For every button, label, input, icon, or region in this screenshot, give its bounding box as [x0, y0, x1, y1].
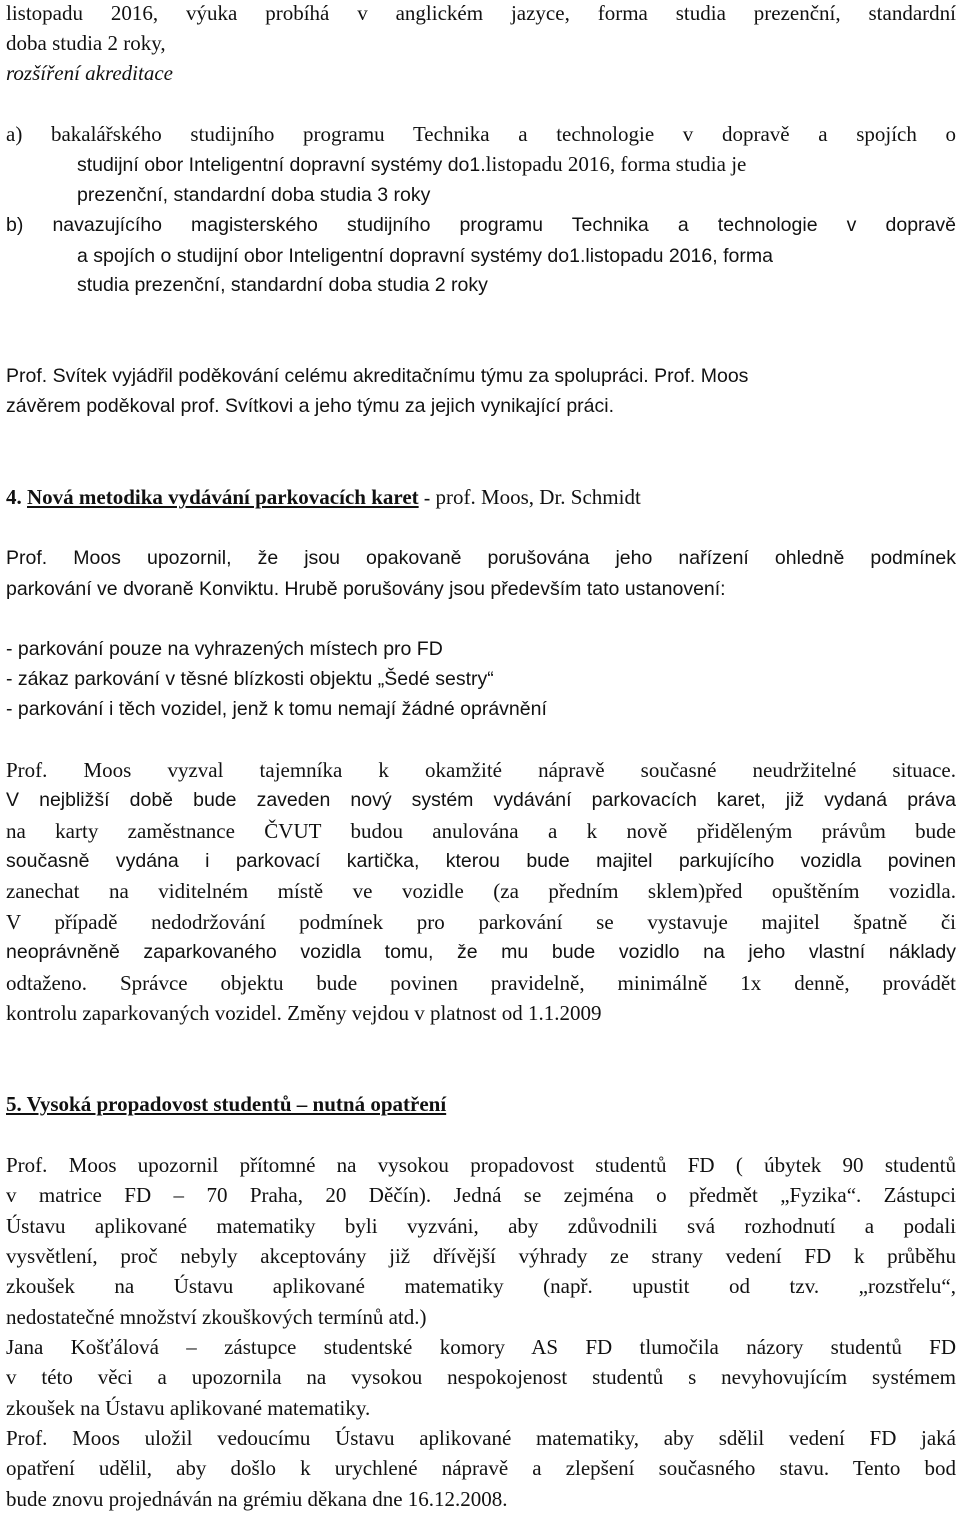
- paragraph-line: zkoušek na Ústavu aplikované matematiky (např. upustit od tzv. „rozstřelu“,: [6, 1274, 956, 1298]
- paragraph-line: v této věci a upozornila na vysokou nespokojenost studentů s nevyhovujícím systémem: [6, 1365, 956, 1389]
- paragraph-line: [6, 575, 726, 603]
- paragraph-line: V nejbližší době bude zaveden nový systém vydávání parkovacích karet, již vydaná práva: [6, 789, 956, 811]
- paragraph-line: odtaženo. Správce objektu bude povinen pravidelně, minimálně 1x denně, provádět: [6, 971, 956, 995]
- heading-dash: -: [423, 488, 431, 509]
- text-span: 1.listopadu 2016, forma: [569, 245, 773, 267]
- paragraph-line: opatření udělil, aby došlo k urychlené nápravě a zlepšení současného stavu. Tento bod: [6, 1456, 956, 1480]
- paragraph-line: bude znovu projednáván na grémiu děkana dne 16.12.2008.: [6, 1487, 508, 1511]
- paragraph-line: Prof. Svítek vyjádřil poděkování celému akreditačnímu týmu za spolupráci. Prof. Moos: [6, 365, 749, 387]
- list-item-b: b) navazujícího magisterského studijního programu Technika a technologie v dopravě: [6, 214, 956, 236]
- list-item-a-line: prezenční, standardní doba studia 3 roky: [77, 184, 431, 206]
- paragraph-line: zanechat na viditelném místě ve vozidle (za předním sklem)před opuštěním vozidla.: [6, 879, 956, 903]
- paragraph-line: neoprávněně zaparkovaného vozidla tomu, že mu bude vozidlo na jeho vlastní náklady: [6, 941, 956, 963]
- paragraph-line: nedostatečné množství zkouškových termínů atd.): [6, 1305, 427, 1329]
- text-span: a spojích o studijní obor Inteligentní dopravní systémy do: [77, 245, 570, 267]
- list-item-a: a) bakalářského studijního programu Technika a technologie v dopravě a spojích o: [6, 122, 956, 146]
- heading-authors: prof. Moos, Dr. Schmidt: [435, 485, 641, 509]
- paragraph-line: V případě nedodržování podmínek pro parkování se vystavuje majitel špatně či: [6, 910, 956, 934]
- heading-title: Nová metodika vydávání parkovacích karet: [27, 485, 419, 509]
- list-item-a-line: [77, 151, 746, 179]
- paragraph-line: vysvětlení, proč nebyly akceptovány již dřívější výhrady ze strany vedení FD k průběhu: [6, 1244, 956, 1268]
- section-heading-5: 5. Vysoká propadovost studentů – nutná opatření: [6, 1092, 447, 1116]
- text-span: studijní obor Inteligentní dopravní systémy do1.: [77, 154, 486, 176]
- text-span: Hrubě porušovány jsou především tato ustanovení:: [284, 578, 726, 600]
- bullet-line: - zákaz parkování v těsné blízkosti objektu „Šedé sestry“: [6, 668, 494, 690]
- paragraph-line: Prof. Moos upozornil, že jsou opakovaně porušována jeho nařízení ohledně podmínek: [6, 547, 956, 569]
- section-heading-4: [6, 484, 641, 512]
- paragraph-line: Prof. Moos uložil vedoucímu Ústavu aplikované matematiky, aby sdělil vedení FD jaká: [6, 1426, 956, 1450]
- heading-number: 4.: [6, 485, 22, 509]
- bullet-line: - parkování i těch vozidel, jenž k tomu nemají žádné oprávnění: [6, 698, 547, 720]
- text-span: parkování ve dvoraně Konviktu.: [6, 578, 280, 600]
- paragraph-line: na karty zaměstnance ČVUT budou anulována a k nově přiděleným právům bude: [6, 819, 956, 843]
- paragraph-line: listopadu 2016, výuka probíhá v anglickém jazyce, forma studia prezenční, standardní: [6, 1, 956, 25]
- paragraph-line: současně vydána i parkovací kartička, kterou bude majitel parkujícího vozidla povinen: [6, 850, 956, 872]
- paragraph-line: kontrolu zaparkovaných vozidel. Změny vejdou v platnost od 1.1.2009: [6, 1001, 602, 1025]
- paragraph-line: závěrem poděkoval prof. Svítkovi a jeho týmu za jejich vynikající práci.: [6, 395, 615, 417]
- paragraph-line: v matrice FD – 70 Praha, 20 Děčín). Jedná se zejména o předmět „Fyzika“. Zástupci: [6, 1183, 956, 1207]
- list-item-b-line: studia prezenční, standardní doba studia 2 roky: [77, 274, 488, 296]
- paragraph-line: Jana Košťálová – zástupce studentské komory AS FD tlumočila názory studentů FD: [6, 1335, 956, 1359]
- section-subtitle: rozšíření akreditace: [6, 61, 173, 85]
- list-item-b-line: [77, 242, 773, 270]
- paragraph-line: Prof. Moos vyzval tajemníka k okamžité nápravě současné neudržitelné situace.: [6, 758, 956, 782]
- bullet-line: - parkování pouze na vyhrazených místech pro FD: [6, 638, 443, 660]
- paragraph-line: doba studia 2 roky,: [6, 31, 166, 55]
- paragraph-line: Ústavu aplikované matematiky byli vyzváni, aby zdůvodnili svá rozhodnutí a podali: [6, 1214, 956, 1238]
- paragraph-line: Prof. Moos upozornil přítomné na vysokou propadovost studentů FD ( úbytek 90 studentů: [6, 1153, 956, 1177]
- text-span: listopadu 2016, forma studia je: [485, 152, 747, 176]
- paragraph-line: zkoušek na Ústavu aplikované matematiky.: [6, 1396, 371, 1420]
